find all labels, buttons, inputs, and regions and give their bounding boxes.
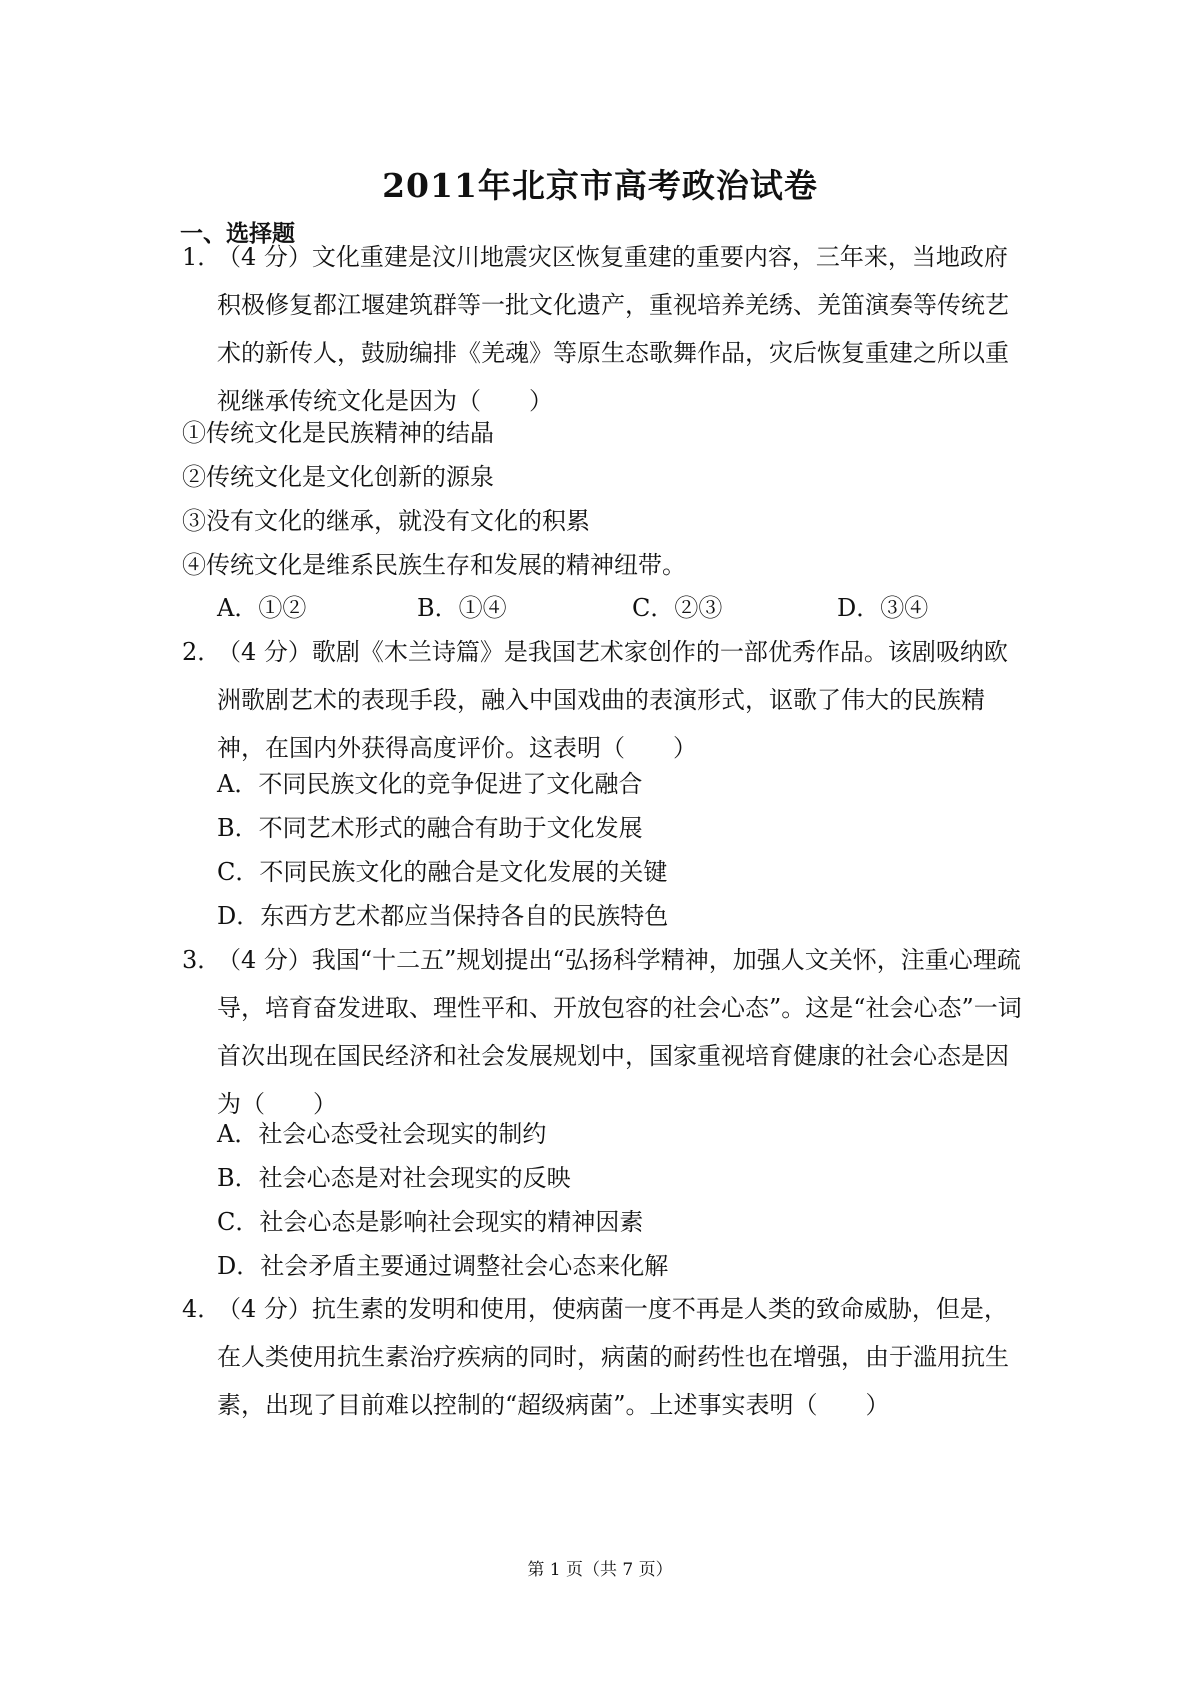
question-text: （4 分）抗生素的发明和使用，使病菌一度不再是人类的致命威胁，但是，在人类使用抗生素治疗疾病的同时，病菌的耐药性也在增强，由于滥用抗生素，出现了目前难以控制的“超级病菌”。上述事实表明（ ）: [217, 1295, 1009, 1419]
statement-2: ②传统文化是文化创新的源泉: [182, 463, 494, 491]
option-d[interactable]: D．社会矛盾主要通过调整社会心态来化解: [217, 1252, 669, 1280]
question-text: （4 分）文化重建是汶川地震灾区恢复重建的重要内容，三年来，当地政府积极修复都江堰建筑群等一批文化遗产，重视培养羌绣、羌笛演奏等传统艺术的新传人，鼓励编排《羌魂》等原生态歌舞作品，灾后恢复重建之所以重视继承传统文化是因为（ ）: [217, 243, 1009, 415]
option-b[interactable]: B．社会心态是对社会现实的反映: [217, 1164, 571, 1192]
question-number: 2．: [182, 638, 222, 666]
option-a[interactable]: A．①②: [217, 594, 307, 622]
option-b[interactable]: B．①④: [417, 594, 507, 622]
option-c[interactable]: C．②③: [632, 594, 723, 622]
option-c[interactable]: C．不同民族文化的融合是文化发展的关键: [217, 858, 668, 886]
option-a[interactable]: A．社会心态受社会现实的制约: [217, 1120, 547, 1148]
section-heading: 一、选择题: [180, 220, 295, 247]
question-number: 1．: [182, 243, 222, 271]
statement-1: ①传统文化是民族精神的结晶: [182, 419, 494, 447]
question-text: （4 分）我国“十二五”规划提出“弘扬科学精神，加强人文关怀，注重心理疏导，培育奋发进取、理性平和、开放包容的社会心态”。这是“社会心态”一词首次出现在国民经济和社会发展规划中，国家重视培育健康的社会心态是因为（ ）: [217, 946, 1022, 1118]
option-c[interactable]: C．社会心态是影响社会现实的精神因素: [217, 1208, 644, 1236]
question-number: 3．: [182, 946, 222, 974]
page-title: 2011年北京市高考政治试卷: [382, 166, 818, 205]
option-b[interactable]: B．不同艺术形式的融合有助于文化发展: [217, 814, 643, 842]
option-a[interactable]: A．不同民族文化的竞争促进了文化融合: [217, 770, 643, 798]
statement-4: ④传统文化是维系民族生存和发展的精神纽带。: [182, 551, 686, 579]
question-number: 4．: [182, 1295, 222, 1323]
option-d[interactable]: D．③④: [837, 594, 929, 622]
option-d[interactable]: D．东西方艺术都应当保持各自的民族特色: [217, 902, 669, 930]
question-text: （4 分）歌剧《木兰诗篇》是我国艺术家创作的一部优秀作品。该剧吸纳欧洲歌剧艺术的表现手段，融入中国戏曲的表演形式，讴歌了伟大的民族精神，在国内外获得高度评价。这表明（ ）: [217, 638, 1008, 762]
statement-3: ③没有文化的继承，就没有文化的积累: [182, 507, 590, 535]
question-2: [182, 628, 1022, 772]
question-4: [182, 1285, 1022, 1429]
question-1: [182, 233, 1022, 425]
page-footer: 第 1 页（共 7 页）: [527, 1560, 673, 1580]
question-3: [182, 936, 1022, 1128]
